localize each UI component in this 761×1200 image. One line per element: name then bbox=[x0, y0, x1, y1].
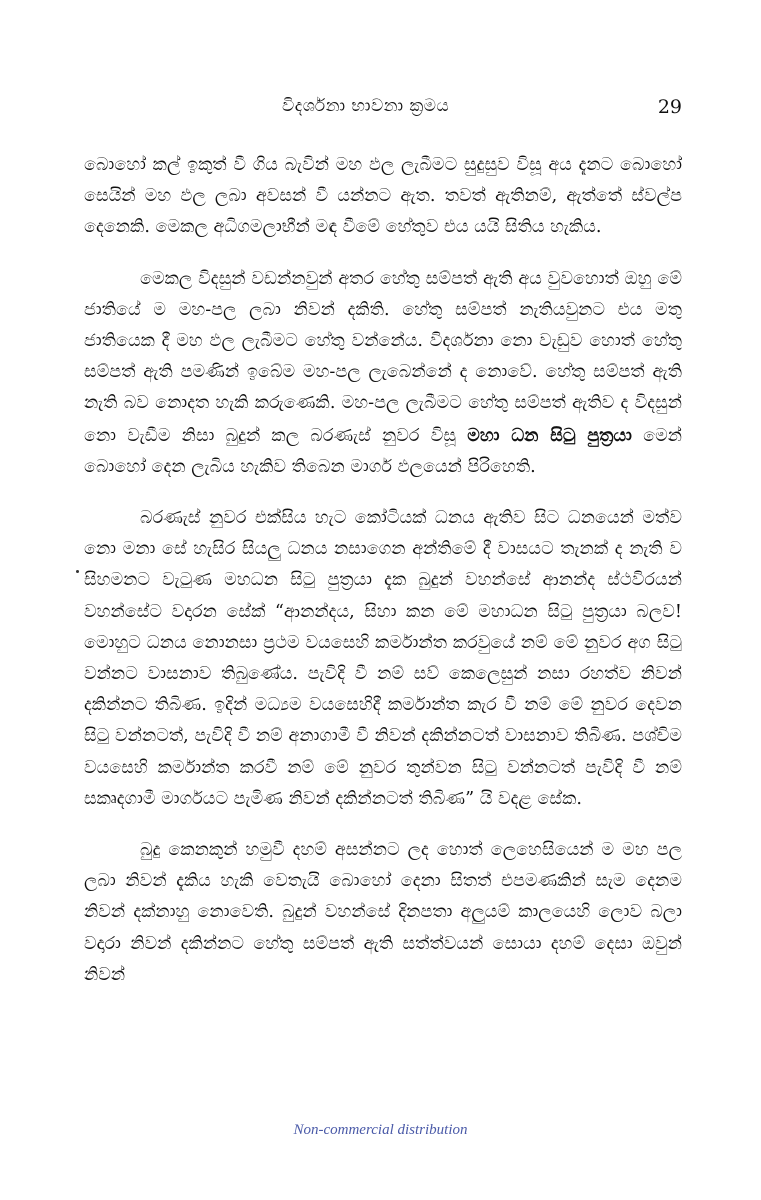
paragraph-2-text-after: මෙන් බොහෝ දෙන ලැබිය හැකිව තිබෙන මාර්ග ඵලයෙන් පිරිහෙති. bbox=[84, 425, 683, 477]
footer-note: Non-commercial distribution bbox=[293, 1122, 468, 1138]
paragraph-3: බරණැස් නුවර එක්සිය හැට කෝටියක් ධනය ඇතිව සිට ධනයෙන් මත්ව නො මනා සේ හැසිර සියලු ධනය නසාගෙන අන්තිමේ දී වාසයට තැනක් ද නැති ව සිහමනට වැටුණ මහධන සිටු පුත්‍රයා දැක බුදුන් වහන්සේ ආනන්ද ස්ථවිරයන් වහන්සේට වදාරන සේක් “ආනන්දය, සිහා කන මේ මහාධන සිටු පුත්‍රයා බලව! මොහුට ධනය නොනසා ප්‍රථම වයසෙහි කර්මාන්ත කරවුයේ නම් මේ නුවර අග සිටු වන්නට වාසනාව තිබුණේය. පැවිදි වී නම් සව් කෙලෙසුන් නසා රහත්ව නිවන් දකින්නට තිබිණ. ඉදින් මධ්‍යම වයසෙහිදී කර්මාන්ත කැර වී නම් මේ නුවර දෙවන සිටු වන්නටත්, පැවිදි වී නම් අනාගාමී වී නිවන් දකින්නටත් වාසනාව තිබිණ. පශ්චිම වයසෙහි කර්මාන්ත කරවී නම් මේ නුවර තුන්වන සිටු වන්නටත් පැවිදි වී නම් සකෘදගාමී මාර්ගයට පැමිණ නිවන් දකින්නටත් තිබිණ” යි වදළ සේක. bbox=[84, 508, 682, 809]
body-text bbox=[84, 150, 682, 991]
bold-name-maha-dhana: මහා ධන සිටු පුත්‍රයා bbox=[467, 424, 632, 446]
page-number: 29 bbox=[657, 96, 682, 118]
paragraph-1: බොහෝ කල් ඉකුත් වී ගිය බැවින් මහ ඵල ලැබීමට සුදුසුව විසූ අය දැනට බොහෝ සෙයින් මහ ඵල ලබා අවසන් වී යන්නට ඇත. තවත් ඇතිනම්, ඇත්තේ ස්වල්ප දෙනෙකි. මෙකල අධිගමලාභීන් මඳ වීමේ හේතුව එය යයි සිතිය හැකිය. bbox=[84, 155, 682, 238]
paragraph-2-text-before: මෙකල විදසුන් වඩන්නවුන් අතර හේතු සම්පත් ඇති අය වුවහොත් ඔහු මේ ජාතියේ ම මහ-පල ලබා නිවන් දකිති. හේතු සම්පත් නැතියවුනට එය මතු ජාතියෙක දී මහ ඵල ලැබීමට හේතු වන්නේය. විදර්ශනා නො වැඩුව හොත් හේතු සම්පත් ඇති පමණින් ඉබේම මහ-පල ලැබෙන්නේ ද නොවේ. හේතු සම්පත් ඇති නැති බව නොදත හැකි කරුණෙකි. මහ-පල ලැබීමට හේතු සම්පත් ඇතිව ද විදසුන් නො වැඩීම නිසා බුදුන් කල බරණැස් නුවර විසූ bbox=[84, 268, 682, 446]
scan-speck bbox=[76, 570, 79, 573]
paragraph-4: බුදු කෙනකුන් හමුවී දහම් අසන්නට ලද හොත් ලෙහෙසියෙන් ම මහ පල ලබා නිවන් දැකිය හැකි වෙතැයි බොහෝ දෙනා සිතත් එපමණකින් සැම දෙනම නිවන් දක්නාහු නොවෙති. බුදුන් වහන්සේ දිනපතා අලුයම් කාලයෙහි ලොව බලා වදාරා නිවන් දකින්නට හේතු සම්පත් ඇති සත්ත්වයන් සොයා දහම් දෙසා ඔවුන් නිවන් bbox=[84, 840, 682, 985]
paragraph-2 bbox=[84, 264, 682, 483]
running-title: විදර්ශනා භාවනා ක්‍රමය bbox=[282, 96, 450, 116]
running-header bbox=[84, 96, 682, 126]
